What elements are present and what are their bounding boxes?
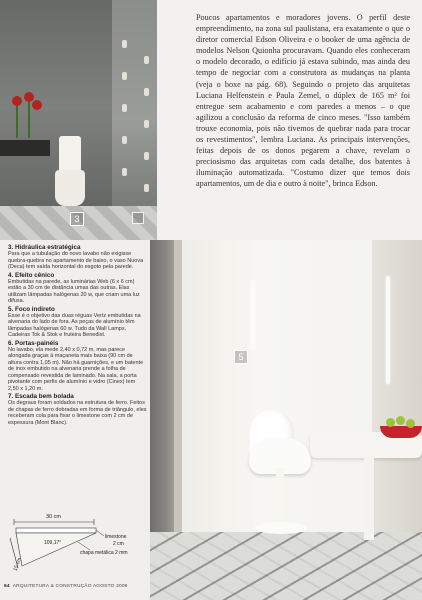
photo-marker-badge: 5: [234, 350, 248, 364]
apple: [386, 418, 395, 427]
floor-pattern: [150, 532, 422, 600]
vertical-light-strip: [386, 276, 390, 384]
wall-light: [144, 184, 149, 192]
stair-diagram-svg: [8, 508, 140, 575]
wall-light: [122, 136, 127, 144]
vertical-light-strip: [251, 280, 255, 350]
page-number: 64: [4, 584, 10, 589]
pivot-door: [150, 240, 174, 540]
note-heading: 5. Foco indireto: [8, 305, 55, 313]
angle-label: 109,17°: [44, 540, 62, 546]
flower-vase: [6, 92, 44, 142]
note-body: No lavabo, ela mede 2,40 x 0,72 m, mas parece alongada graças à maçaneta mais baixa (90 cm de altura contra 1,05 m). Não há guarnições, e um batente de inox embutido na alvenaria prende a folha de compensado revestida de laminado. Na sala, a porta pivotante com perfis de alumínio e vidro (Cinex) tem 2,50 x 1,20 m.: [8, 346, 144, 392]
note-body: Os degraus foram soldados na estrutura de ferro. Feitos de chapas de ferro dobradas em forma de triângulo, eles receberam cola para fixar o limestone com 2 cm de espessura (Mont Blanc).: [8, 400, 147, 426]
toilet: [55, 136, 85, 206]
note-item: [8, 306, 147, 339]
photo-marker-badge-secondary: [132, 212, 144, 224]
dining-table-leg: [364, 454, 374, 540]
intro-paragraph: Poucos apartamentos e moradores jovens. O perfil deste empreendimento, na zona sul paulistana, era exatamente o que o diretor comercial Edson Oliveira e o booker de uma agência de modelos Nelson Quionha procuravam. Quando eles conheceram o modelo decorado, o edifício já estava subindo, mas ainda deu tempo de negociar com a construtora as mudanças na planta (veja o boxe na pág. 68). Seguindo o projeto das arquitetas Luciana Helfenstein e Paula Zemel, o dúplex de 165 m² foi entregue sem acabamento e com paredes a menos – o que agilizou a conclusão da reforma de cinco meses. "Isso também trouxe economia, pois não tivemos de quebrar nada para trocar os revestimentos", lembra Luciana. As principais intervenções, feitas depois de os donos pegarem a chave, revelam o preciosismo das arquitetas com cada detalhe, dos batentes à iluminação automatizada. "Costumo dizer que temos dois apartamentos, um de dia e outro à noite", brinca Edson.: [196, 13, 410, 189]
width-label: 30 cm: [46, 514, 61, 520]
wall-light: [122, 104, 127, 112]
wall-light: [144, 88, 149, 96]
limestone-thickness-label: 2 cm: [113, 541, 124, 547]
photo-marker-badge: 3: [70, 212, 84, 226]
note-body: Esse é o objetivo das duas réguas Vertz embutidas na alvenaria do lado de fora. As peças de alumínio têm lâmpadas halógenas 60 w. Tudo da Wall Lamps. Cadeiras Tok & Stok e fruteira Benedixt.: [8, 312, 141, 338]
note-body: Embutidas na parede, as luminárias Web (6 x 6 cm) estão a 30 cm de distância umas das outras. Elas utilizam lâmpadas halógenas 20 w, que criam uma luz difusa.: [8, 278, 140, 304]
side-wall-panel: [372, 240, 422, 540]
wall-light: [122, 72, 127, 80]
dining-room-photo: [150, 240, 422, 600]
fruit-bowl: [380, 426, 422, 438]
note-body: Para que a tubulação do novo lavabo não exigisse quebra-quebra no apartamento de baixo, o vaso Nuova (Deca) tem saída horizontal do esgoto pela parede.: [8, 251, 144, 270]
wall-light: [144, 152, 149, 160]
note-heading: 3. Hidráulica estratégica: [8, 244, 81, 251]
sink-counter: [0, 140, 50, 156]
page-footer: [4, 584, 184, 594]
note-heading: 4. Efeito cênico: [8, 271, 55, 279]
depth-label: 15 cm: [12, 556, 23, 572]
note-item: [8, 393, 147, 426]
note-item: [8, 244, 147, 271]
limestone-label: limestone: [105, 534, 127, 540]
apple: [396, 416, 405, 425]
note-heading: 7. Escada bem bolada: [8, 393, 74, 400]
note-item: [8, 272, 147, 305]
wall-light: [144, 120, 149, 128]
note-heading: 6. Portas-painéis: [8, 339, 59, 347]
plate-label: chapa metálica 2 mm: [80, 550, 128, 556]
note-item: [8, 340, 147, 393]
bathroom-photo: [0, 0, 157, 240]
wall-light: [144, 56, 149, 64]
apple: [406, 419, 415, 428]
tulip-chair-base: [255, 522, 307, 534]
footer-text: ARQUITETURA & CONSTRUÇÃO AGOSTO 2009: [12, 584, 128, 589]
wall-light: [122, 168, 127, 176]
pivot-door-edge: [174, 240, 182, 540]
bathroom-door-panel: [112, 0, 157, 240]
intro-text: [196, 12, 410, 228]
tulip-chair-stem: [276, 468, 284, 530]
notes-sidebar: [0, 240, 150, 600]
limestone-slab: [16, 528, 96, 533]
wall-light: [122, 40, 127, 48]
stair-step-diagram: [8, 508, 140, 575]
